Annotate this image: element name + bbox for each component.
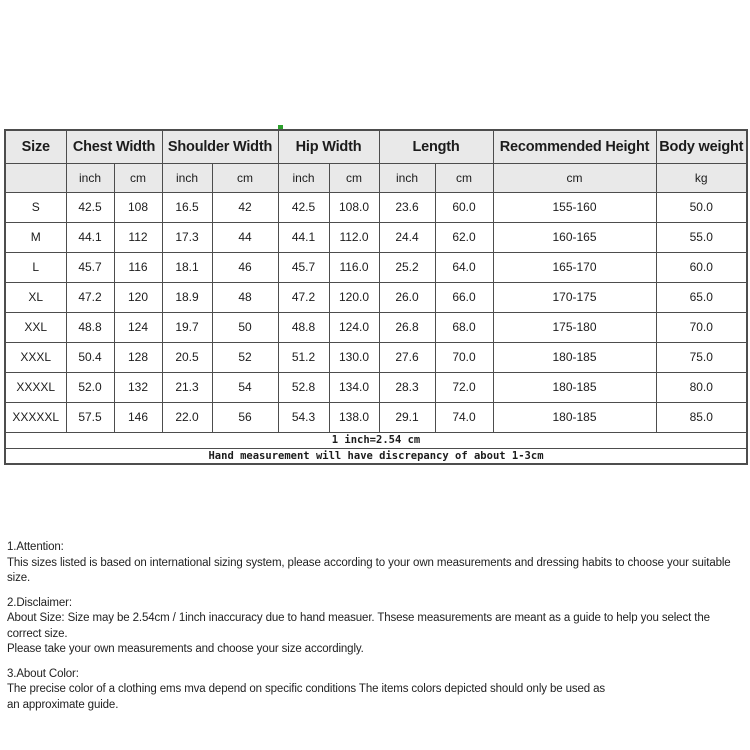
info-section-1 [7,540,747,587]
value-cell: 155-160 [493,192,656,222]
value-cell: 50 [212,312,278,342]
value-cell: 45.7 [66,252,114,282]
value-cell: 46 [212,252,278,282]
value-cell: 128 [114,342,162,372]
size-row-l [5,252,747,282]
value-cell: 52.0 [66,372,114,402]
value-cell: 130.0 [329,342,379,372]
info-section-2 [7,596,747,658]
size-chart-table-container [4,129,746,465]
unit-header-9-cm: cm [493,163,656,192]
value-cell: 64.0 [435,252,493,282]
value-cell: 18.9 [162,282,212,312]
value-cell: 44.1 [66,222,114,252]
unit-header-1-inch: inch [66,163,114,192]
table-note-row-2 [5,448,747,464]
size-chart-table [4,129,748,465]
value-cell: 26.8 [379,312,435,342]
value-cell: 29.1 [379,402,435,432]
value-cell: 65.0 [656,282,747,312]
value-cell: 180-185 [493,402,656,432]
table-footnotes [5,432,747,464]
value-cell: 112.0 [329,222,379,252]
value-cell: 160-165 [493,222,656,252]
value-cell: 45.7 [278,252,329,282]
value-cell: 60.0 [435,192,493,222]
value-cell: 124.0 [329,312,379,342]
value-cell: 68.0 [435,312,493,342]
value-cell: 62.0 [435,222,493,252]
column-header-recommended-height: Recommended Height [493,130,656,163]
value-cell: 170-175 [493,282,656,312]
value-cell: 17.3 [162,222,212,252]
value-cell: 165-170 [493,252,656,282]
size-row-m [5,222,747,252]
column-header-chest-width: Chest Width [66,130,162,163]
value-cell: 108.0 [329,192,379,222]
table-header [5,130,747,192]
column-header-size: Size [5,130,66,163]
size-table-body [5,192,747,432]
value-cell: 42 [212,192,278,222]
size-label: S [5,192,66,222]
value-cell: 70.0 [656,312,747,342]
value-cell: 50.4 [66,342,114,372]
value-cell: 180-185 [493,372,656,402]
value-cell: 23.6 [379,192,435,222]
unit-header-empty [5,163,66,192]
value-cell: 72.0 [435,372,493,402]
value-cell: 134.0 [329,372,379,402]
value-cell: 16.5 [162,192,212,222]
value-cell: 120 [114,282,162,312]
value-cell: 28.3 [379,372,435,402]
size-label: M [5,222,66,252]
unit-header-5-inch: inch [278,163,329,192]
unit-header-7-inch: inch [379,163,435,192]
value-cell: 44 [212,222,278,252]
size-label: L [5,252,66,282]
size-label: XXXXXL [5,402,66,432]
size-row-xxxxxl [5,402,747,432]
value-cell: 52 [212,342,278,372]
value-cell: 25.2 [379,252,435,282]
value-cell: 85.0 [656,402,747,432]
section-text: This sizes listed is based on international sizing system, please according to your own measurements and dressing habits to choose your suitable size. [7,556,731,584]
value-cell: 138.0 [329,402,379,432]
value-cell: 20.5 [162,342,212,372]
section-heading: 2.Disclaimer: [7,596,72,609]
column-header-hip-width: Hip Width [278,130,379,163]
value-cell: 42.5 [66,192,114,222]
value-cell: 60.0 [656,252,747,282]
value-cell: 47.2 [278,282,329,312]
value-cell: 26.0 [379,282,435,312]
size-label: XL [5,282,66,312]
section-heading: 1.Attention: [7,541,64,553]
value-cell: 50.0 [656,192,747,222]
value-cell: 21.3 [162,372,212,402]
table-note-text: 1 inch=2.54 cm [5,432,747,448]
size-row-xxxl [5,342,747,372]
size-row-xxxxl [5,372,747,402]
size-label: XXL [5,312,66,342]
table-note-text: Hand measurement will have discrepancy of about 1-3cm [5,448,747,464]
value-cell: 27.6 [379,342,435,372]
value-cell: 74.0 [435,402,493,432]
value-cell: 66.0 [435,282,493,312]
info-sections [7,540,747,722]
unit-header-10-kg: kg [656,163,747,192]
value-cell: 112 [114,222,162,252]
section-heading: 3.About Color: [7,667,79,680]
value-cell: 55.0 [656,222,747,252]
unit-header-6-cm: cm [329,163,379,192]
value-cell: 24.4 [379,222,435,252]
value-cell: 18.1 [162,252,212,282]
value-cell: 51.2 [278,342,329,372]
column-header-length: Length [379,130,493,163]
size-label: XXXXL [5,372,66,402]
value-cell: 48.8 [66,312,114,342]
value-cell: 22.0 [162,402,212,432]
section-text: an approximate guide. [7,698,119,711]
unit-header-2-cm: cm [114,163,162,192]
header-group-row [5,130,747,163]
unit-header-8-cm: cm [435,163,493,192]
value-cell: 54 [212,372,278,402]
value-cell: 56 [212,402,278,432]
value-cell: 108 [114,192,162,222]
value-cell: 54.3 [278,402,329,432]
value-cell: 146 [114,402,162,432]
value-cell: 19.7 [162,312,212,342]
column-header-shoulder-width: Shoulder Width [162,130,278,163]
value-cell: 70.0 [435,342,493,372]
size-label: XXXL [5,342,66,372]
units-row [5,163,747,192]
value-cell: 180-185 [493,342,656,372]
value-cell: 47.2 [66,282,114,312]
size-row-s [5,192,747,222]
value-cell: 44.1 [278,222,329,252]
value-cell: 175-180 [493,312,656,342]
value-cell: 75.0 [656,342,747,372]
unit-header-3-inch: inch [162,163,212,192]
value-cell: 57.5 [66,402,114,432]
column-header-body-weight: Body weight [656,130,747,163]
table-note-row-1 [5,432,747,448]
unit-header-4-cm: cm [212,163,278,192]
info-section-3 [7,667,747,714]
value-cell: 124 [114,312,162,342]
value-cell: 132 [114,372,162,402]
size-row-xxl [5,312,747,342]
section-text: About Size: Size may be 2.54cm / 1inch inaccuracy due to hand measuer. Thsese measurements are meant as a guide to help you select the correct size. [7,612,710,640]
value-cell: 116.0 [329,252,379,282]
value-cell: 52.8 [278,372,329,402]
value-cell: 48.8 [278,312,329,342]
value-cell: 42.5 [278,192,329,222]
value-cell: 120.0 [329,282,379,312]
value-cell: 48 [212,282,278,312]
size-row-xl [5,282,747,312]
section-text: The precise color of a clothing ems mva depend on specific conditions The items colors depicted should only be used as [7,683,606,695]
section-text: Please take your own measurements and choose your size accordingly. [7,643,364,655]
value-cell: 80.0 [656,372,747,402]
value-cell: 116 [114,252,162,282]
